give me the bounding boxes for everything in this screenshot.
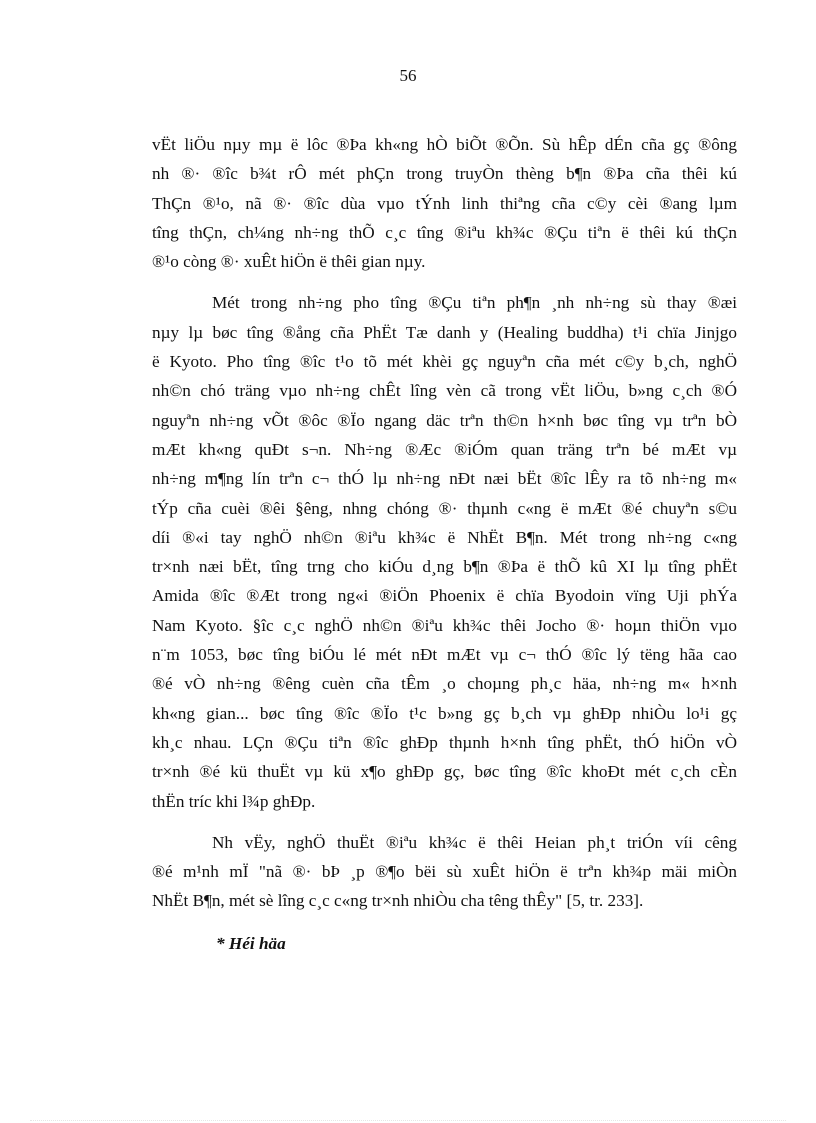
text-line: kh¸c nhau. LÇn ®Çu tiªn ®îc ghÐp thµnh h×nh tîng phËt, thÓ hiÖn vÒ	[152, 732, 737, 752]
text-line: nh÷ng m¶ng lín trªn c¬ thÓ lµ nh÷ng nÐt næi bËt ®îc lÊy ra tõ nh÷ng m«	[152, 469, 737, 489]
text-line: thËn tríc khi l¾p ghÐp.	[152, 791, 316, 811]
section-subheading: * Héi häa	[216, 934, 286, 953]
text-line: díi ®«i tay nghÖ nh©n ®iªu kh¾c ë NhËt B¶n. Mét trong nh÷ng c«ng	[152, 527, 737, 547]
text-line: ThÇn ®¹o, nã ®· ®îc dùa vµo tÝnh linh thiªng cña c©y cèi ®ang lµm	[152, 193, 737, 213]
text-line: tÝp cña cuèi ®êi §êng, nhng chóng ®· thµnh c«ng ë mÆt ®é chuyªn s©u	[152, 498, 737, 518]
text-line: ë Kyoto. Pho tîng ®îc t¹o tõ mét khèi gç nguyªn cña mét c©y b¸ch, nghÖ	[152, 352, 737, 372]
text-line: tîng thÇn, ch¼ng nh÷ng thÕ c¸c tîng ®iªu kh¾c ®Çu tiªn ë thêi kú thÇn	[152, 222, 737, 242]
text-line: nh ®· ®îc b¾t rÔ mét phÇn trong truyÒn thèng b¶n ®Þa cña thêi kú	[152, 164, 737, 184]
text-line: Nh vËy, nghÖ thuËt ®iªu kh¾c ë thêi Heian ph¸t triÓn víi cêng	[212, 832, 737, 852]
page-bottom-divider	[30, 1120, 786, 1121]
paragraph-2	[152, 288, 737, 815]
paragraph-3	[152, 828, 737, 916]
text-line: Amida ®îc ®Æt trong ng«i ®iÖn Phoenix ë chïa Byodoin vïng Uji phÝa	[152, 586, 737, 606]
text-line: ®é vÒ nh÷ng ®êng cuèn cña tÊm ¸o choµng ph¸c häa, nh÷ng m« h×nh	[152, 674, 737, 694]
text-line: nµy lµ bøc tîng ®ång cña PhËt Tæ danh y (Healing buddha) t¹i chïa Jinjgo	[152, 322, 737, 342]
paragraph-1	[152, 130, 737, 276]
text-line: nh©n chó träng vµo nh÷ng chÊt lîng vèn cã trong vËt liÖu, b»ng c¸ch ®Ó	[152, 381, 737, 401]
page-number: 56	[399, 66, 417, 85]
text-line: vËt liÖu nµy mµ ë lôc ®Þa kh«ng hÒ biÕt ®Õn. Sù hÊp dÉn cña gç ®ông	[152, 135, 737, 154]
text-line: tr×nh næi bËt, tîng trng cho kiÓu d¸ng b¶n ®Þa ë thÕ kû XI lµ tîng phËt	[152, 557, 737, 577]
text-line: kh«ng gian... bøc tîng ®îc ®Ïo t¹c b»ng gç b¸ch vµ ghÐp nhiÒu lo¹i gç	[152, 703, 737, 723]
text-line: ®é m¹nh mÏ "nã ®· bÞ ¸p ®¶o bëi sù xuÊt hiÖn ë trªn kh¾p mäi miÒn	[152, 862, 737, 882]
body-text	[152, 130, 737, 928]
text-line: n¨m 1053, bøc tîng biÓu lé mét nÐt mÆt vµ c¬ thÓ ®îc lý tëng hãa cao	[152, 645, 737, 665]
text-line: tr×nh ®é kü thuËt vµ kü x¶o ghÐp gç, bøc tîng ®îc khoÐt mét c¸ch cÈn	[152, 762, 737, 782]
text-line: NhËt B¶n, mét sè lîng c¸c c«ng tr×nh nhiÒu cha têng thÊy" [5, tr. 233].	[152, 891, 644, 911]
text-line: mÆt kh«ng quÐt s¬n. Nh÷ng ®Æc ®iÓm quan träng trªn bé mÆt vµ	[152, 439, 737, 459]
text-line: Nam Kyoto. §îc c¸c nghÖ nh©n ®iªu kh¾c thêi Jocho ®· hoµn thiÖn vµo	[152, 615, 737, 635]
text-line: nguyªn nh÷ng vÕt ®ôc ®Ïo ngang däc trªn th©n h×nh bøc tîng vµ trªn bÒ	[152, 410, 737, 430]
text-line: Mét trong nh÷ng pho tîng ®Çu tiªn ph¶n ¸nh nh÷ng sù thay ®æi	[212, 293, 737, 313]
text-line: ®¹o còng ®· xuÊt hiÖn ë thêi gian nµy.	[152, 252, 426, 272]
